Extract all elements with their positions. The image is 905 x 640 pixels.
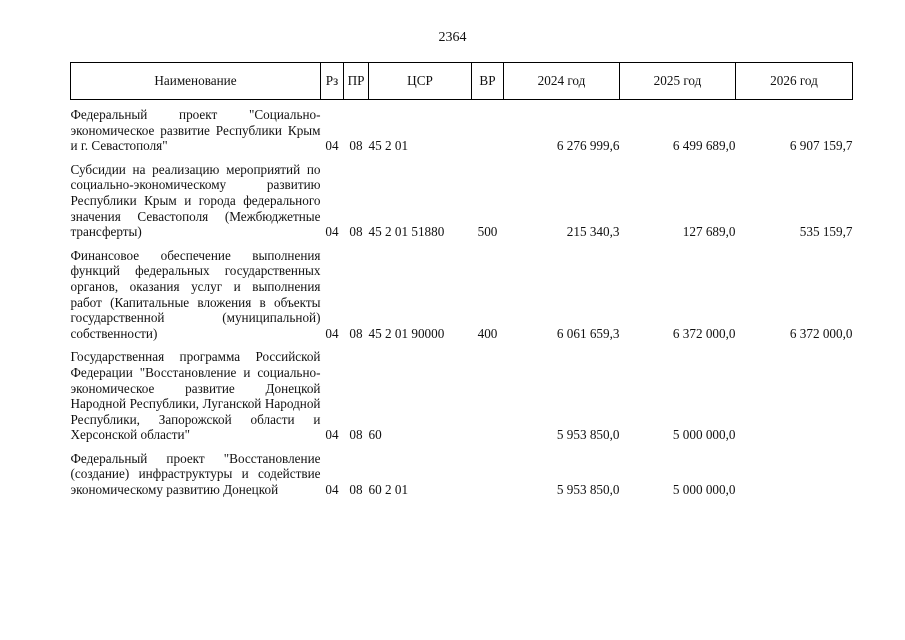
row-pr: 08 <box>349 325 363 341</box>
row-vr <box>472 107 504 154</box>
row-csr: 60 2 01 <box>368 482 409 498</box>
header-2026: 2026 год <box>736 63 853 100</box>
row-vr <box>472 451 504 498</box>
row-2025: 6 499 689,0 <box>672 138 736 154</box>
row-2025: 6 372 000,0 <box>672 325 736 341</box>
row-rz: 04 <box>325 138 339 154</box>
row-vr: 400 <box>477 325 498 341</box>
table-row <box>71 162 853 240</box>
header-row <box>71 63 853 100</box>
row-2026: 6 907 159,7 <box>789 138 853 154</box>
header-vr: ВР <box>472 63 504 100</box>
row-rz: 04 <box>325 224 339 240</box>
row-pr: 08 <box>349 138 363 154</box>
row-pr: 08 <box>349 482 363 498</box>
page-number: 2364 <box>438 30 467 45</box>
row-rz: 04 <box>325 427 339 443</box>
row-csr: 45 2 01 90000 <box>368 325 445 341</box>
row-2024: 5 953 850,0 <box>556 427 620 443</box>
row-csr: 60 <box>368 427 382 443</box>
table-row <box>71 248 853 342</box>
row-pr: 08 <box>349 224 363 240</box>
table-row <box>71 451 853 498</box>
row-vr <box>472 349 504 443</box>
table-row <box>71 107 853 154</box>
row-name: Федеральный проект "Социально-экономическое развитие Республики Крым и г. Севастополя" <box>70 107 321 154</box>
header-rz: Рз <box>321 63 344 100</box>
row-rz: 04 <box>325 482 339 498</box>
row-2026: 535 159,7 <box>799 224 853 240</box>
header-name: Наименование <box>71 63 321 100</box>
table-row <box>71 349 853 443</box>
row-name: Государственная программа Российской Федерации "Восстановление и социально-экономическое развитие Донецкой Народной Республики, Луганской Народной Республики, Запорожской области и Херсонской области" <box>70 349 321 443</box>
row-csr: 45 2 01 51880 <box>368 224 445 240</box>
row-csr: 45 2 01 <box>368 138 409 154</box>
row-2025: 5 000 000,0 <box>672 482 736 498</box>
row-2026 <box>736 451 853 498</box>
row-2024: 215 340,3 <box>566 224 620 240</box>
header-2024: 2024 год <box>504 63 620 100</box>
row-pr: 08 <box>349 427 363 443</box>
row-2025: 5 000 000,0 <box>672 427 736 443</box>
row-name: Федеральный проект "Восстановление (создание) инфраструктуры и содействие экономическому развитию Донецкой <box>70 450 321 498</box>
row-2026: 6 372 000,0 <box>789 325 853 341</box>
header-csr: ЦСР <box>369 63 472 100</box>
row-2024: 6 061 659,3 <box>556 325 620 341</box>
row-vr: 500 <box>477 224 498 240</box>
row-rz: 04 <box>325 325 339 341</box>
row-2026 <box>736 349 853 443</box>
row-2024: 6 276 999,6 <box>556 138 620 154</box>
header-pr: ПР <box>344 63 369 100</box>
row-2024: 5 953 850,0 <box>556 482 620 498</box>
row-name: Финансовое обеспечение выполнения функций федеральных государственных органов, оказания услуг и выполнения работ (Капитальные вложения в объекты государственной (муниципальной) собственности) <box>70 247 321 341</box>
row-2025: 127 689,0 <box>682 224 736 240</box>
budget-table <box>70 62 853 498</box>
row-name: Субсидии на реализацию мероприятий по социально-экономическому развитию Республики Крым и города федерального значения Севастополя (Межбюджетные трансферты) <box>70 161 321 240</box>
header-2025: 2025 год <box>620 63 736 100</box>
